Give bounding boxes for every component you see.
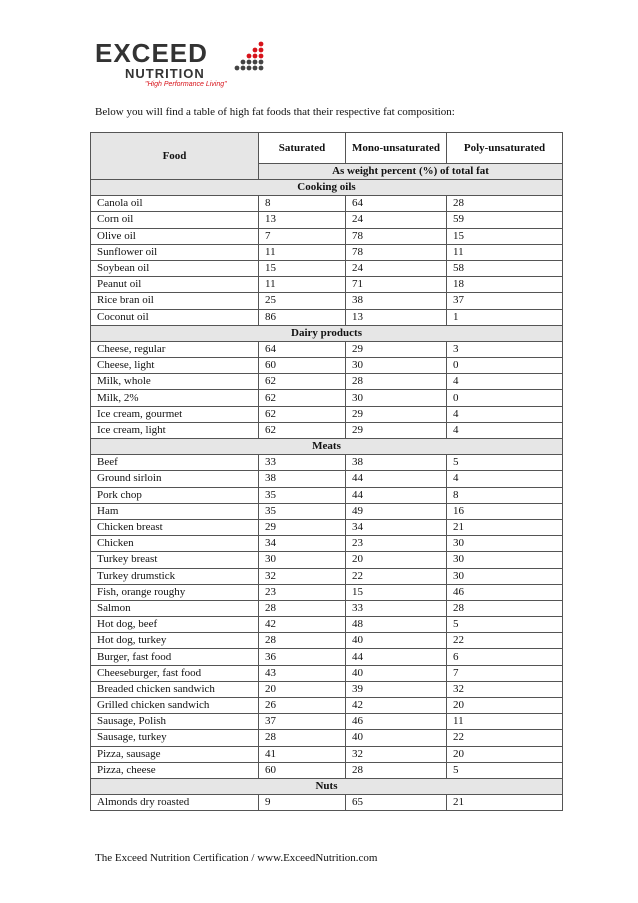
exceed-nutrition-logo bbox=[95, 38, 275, 94]
poly-cell: 32 bbox=[447, 681, 563, 697]
poly-cell: 5 bbox=[447, 617, 563, 633]
table-row bbox=[91, 503, 563, 519]
saturated-cell: 26 bbox=[259, 698, 346, 714]
saturated-cell: 7 bbox=[259, 228, 346, 244]
poly-cell: 6 bbox=[447, 649, 563, 665]
saturated-cell: 28 bbox=[259, 600, 346, 616]
poly-cell: 18 bbox=[447, 277, 563, 293]
saturated-cell: 30 bbox=[259, 552, 346, 568]
mono-cell: 29 bbox=[346, 422, 447, 438]
food-cell: Sausage, Polish bbox=[91, 714, 259, 730]
mono-cell: 29 bbox=[346, 406, 447, 422]
poly-cell: 4 bbox=[447, 471, 563, 487]
section-title: Meats bbox=[91, 439, 563, 455]
poly-cell: 3 bbox=[447, 341, 563, 357]
table-row bbox=[91, 633, 563, 649]
poly-cell: 4 bbox=[447, 406, 563, 422]
mono-cell: 40 bbox=[346, 633, 447, 649]
mono-cell: 44 bbox=[346, 471, 447, 487]
table-row bbox=[91, 487, 563, 503]
mono-cell: 30 bbox=[346, 358, 447, 374]
table-row bbox=[91, 196, 563, 212]
food-cell: Ham bbox=[91, 503, 259, 519]
table-row bbox=[91, 746, 563, 762]
poly-cell: 16 bbox=[447, 503, 563, 519]
poly-cell: 20 bbox=[447, 746, 563, 762]
poly-cell: 28 bbox=[447, 600, 563, 616]
poly-cell: 21 bbox=[447, 795, 563, 811]
fat-composition-table bbox=[90, 132, 563, 811]
food-cell: Hot dog, turkey bbox=[91, 633, 259, 649]
logo-dots-icon bbox=[231, 40, 267, 76]
saturated-cell: 25 bbox=[259, 293, 346, 309]
food-cell: Chicken breast bbox=[91, 519, 259, 535]
mono-cell: 23 bbox=[346, 536, 447, 552]
saturated-cell: 28 bbox=[259, 633, 346, 649]
food-cell: Salmon bbox=[91, 600, 259, 616]
food-cell: Turkey breast bbox=[91, 552, 259, 568]
mono-cell: 15 bbox=[346, 584, 447, 600]
mono-cell: 71 bbox=[346, 277, 447, 293]
saturated-cell: 62 bbox=[259, 390, 346, 406]
mono-cell: 64 bbox=[346, 196, 447, 212]
saturated-cell: 41 bbox=[259, 746, 346, 762]
section-header-row bbox=[91, 180, 563, 196]
food-cell: Grilled chicken sandwich bbox=[91, 698, 259, 714]
saturated-cell: 62 bbox=[259, 406, 346, 422]
food-cell: Cheese, regular bbox=[91, 341, 259, 357]
mono-cell: 46 bbox=[346, 714, 447, 730]
table-row bbox=[91, 244, 563, 260]
logo-brand-line2: NUTRITION bbox=[125, 66, 205, 81]
food-cell: Hot dog, beef bbox=[91, 617, 259, 633]
saturated-cell: 20 bbox=[259, 681, 346, 697]
table-row bbox=[91, 277, 563, 293]
saturated-cell: 29 bbox=[259, 519, 346, 535]
saturated-cell: 62 bbox=[259, 374, 346, 390]
table-row bbox=[91, 293, 563, 309]
saturated-cell: 13 bbox=[259, 212, 346, 228]
table-row bbox=[91, 714, 563, 730]
food-cell: Chicken bbox=[91, 536, 259, 552]
mono-cell: 24 bbox=[346, 260, 447, 276]
mono-cell: 48 bbox=[346, 617, 447, 633]
table-row bbox=[91, 536, 563, 552]
mono-cell: 44 bbox=[346, 487, 447, 503]
poly-cell: 0 bbox=[447, 390, 563, 406]
header-saturated: Saturated bbox=[259, 133, 346, 164]
table-row bbox=[91, 260, 563, 276]
poly-cell: 22 bbox=[447, 730, 563, 746]
food-cell: Milk, whole bbox=[91, 374, 259, 390]
header-food: Food bbox=[91, 133, 259, 180]
mono-cell: 32 bbox=[346, 746, 447, 762]
mono-cell: 42 bbox=[346, 698, 447, 714]
table-row bbox=[91, 762, 563, 778]
food-cell: Milk, 2% bbox=[91, 390, 259, 406]
poly-cell: 22 bbox=[447, 633, 563, 649]
mono-cell: 39 bbox=[346, 681, 447, 697]
table-row bbox=[91, 552, 563, 568]
food-cell: Canola oil bbox=[91, 196, 259, 212]
poly-cell: 30 bbox=[447, 568, 563, 584]
saturated-cell: 86 bbox=[259, 309, 346, 325]
saturated-cell: 32 bbox=[259, 568, 346, 584]
food-cell: Ice cream, light bbox=[91, 422, 259, 438]
saturated-cell: 9 bbox=[259, 795, 346, 811]
saturated-cell: 15 bbox=[259, 260, 346, 276]
food-cell: Ground sirloin bbox=[91, 471, 259, 487]
saturated-cell: 28 bbox=[259, 730, 346, 746]
saturated-cell: 37 bbox=[259, 714, 346, 730]
table-row bbox=[91, 374, 563, 390]
header-poly: Poly-unsaturated bbox=[447, 133, 563, 164]
table-row bbox=[91, 422, 563, 438]
saturated-cell: 34 bbox=[259, 536, 346, 552]
table-row bbox=[91, 584, 563, 600]
food-cell: Pizza, sausage bbox=[91, 746, 259, 762]
table-row bbox=[91, 600, 563, 616]
mono-cell: 44 bbox=[346, 649, 447, 665]
poly-cell: 46 bbox=[447, 584, 563, 600]
poly-cell: 5 bbox=[447, 455, 563, 471]
logo-brand-line1: EXCEED bbox=[95, 38, 208, 68]
mono-cell: 38 bbox=[346, 293, 447, 309]
table-row bbox=[91, 228, 563, 244]
mono-cell: 40 bbox=[346, 730, 447, 746]
section-header-row bbox=[91, 325, 563, 341]
food-cell: Pizza, cheese bbox=[91, 762, 259, 778]
saturated-cell: 60 bbox=[259, 762, 346, 778]
table-row bbox=[91, 309, 563, 325]
table-row bbox=[91, 617, 563, 633]
poly-cell: 30 bbox=[447, 552, 563, 568]
food-cell: Burger, fast food bbox=[91, 649, 259, 665]
poly-cell: 4 bbox=[447, 374, 563, 390]
saturated-cell: 43 bbox=[259, 665, 346, 681]
saturated-cell: 38 bbox=[259, 471, 346, 487]
table-row bbox=[91, 471, 563, 487]
table-row bbox=[91, 519, 563, 535]
table-row bbox=[91, 698, 563, 714]
table-row bbox=[91, 649, 563, 665]
poly-cell: 11 bbox=[447, 714, 563, 730]
saturated-cell: 35 bbox=[259, 503, 346, 519]
poly-cell: 21 bbox=[447, 519, 563, 535]
poly-cell: 58 bbox=[447, 260, 563, 276]
poly-cell: 0 bbox=[447, 358, 563, 374]
mono-cell: 22 bbox=[346, 568, 447, 584]
section-header-row bbox=[91, 439, 563, 455]
mono-cell: 13 bbox=[346, 309, 447, 325]
food-cell: Fish, orange roughy bbox=[91, 584, 259, 600]
logo-tagline: "High Performance Living" bbox=[145, 81, 227, 88]
poly-cell: 30 bbox=[447, 536, 563, 552]
section-title: Nuts bbox=[91, 778, 563, 794]
poly-cell: 15 bbox=[447, 228, 563, 244]
food-cell: Pork chop bbox=[91, 487, 259, 503]
food-cell: Soybean oil bbox=[91, 260, 259, 276]
poly-cell: 37 bbox=[447, 293, 563, 309]
intro-text: Below you will find a table of high fat foods that their respective fat composition: bbox=[95, 106, 455, 118]
saturated-cell: 35 bbox=[259, 487, 346, 503]
food-cell: Olive oil bbox=[91, 228, 259, 244]
saturated-cell: 23 bbox=[259, 584, 346, 600]
table-row bbox=[91, 406, 563, 422]
table-row bbox=[91, 730, 563, 746]
mono-cell: 24 bbox=[346, 212, 447, 228]
mono-cell: 29 bbox=[346, 341, 447, 357]
table-row bbox=[91, 212, 563, 228]
mono-cell: 78 bbox=[346, 244, 447, 260]
poly-cell: 8 bbox=[447, 487, 563, 503]
food-cell: Breaded chicken sandwich bbox=[91, 681, 259, 697]
table-row bbox=[91, 681, 563, 697]
food-cell: Coconut oil bbox=[91, 309, 259, 325]
section-title: Cooking oils bbox=[91, 180, 563, 196]
mono-cell: 40 bbox=[346, 665, 447, 681]
poly-cell: 59 bbox=[447, 212, 563, 228]
table-row bbox=[91, 358, 563, 374]
mono-cell: 33 bbox=[346, 600, 447, 616]
mono-cell: 38 bbox=[346, 455, 447, 471]
food-cell: Cheeseburger, fast food bbox=[91, 665, 259, 681]
poly-cell: 20 bbox=[447, 698, 563, 714]
poly-cell: 5 bbox=[447, 762, 563, 778]
header-units: As weight percent (%) of total fat bbox=[259, 164, 563, 180]
footer-text: The Exceed Nutrition Certification / www.ExceedNutrition.com bbox=[95, 852, 378, 864]
table-row bbox=[91, 568, 563, 584]
poly-cell: 1 bbox=[447, 309, 563, 325]
table-row bbox=[91, 455, 563, 471]
poly-cell: 11 bbox=[447, 244, 563, 260]
mono-cell: 34 bbox=[346, 519, 447, 535]
food-cell: Rice bran oil bbox=[91, 293, 259, 309]
mono-cell: 65 bbox=[346, 795, 447, 811]
section-title: Dairy products bbox=[91, 325, 563, 341]
saturated-cell: 11 bbox=[259, 277, 346, 293]
mono-cell: 20 bbox=[346, 552, 447, 568]
table-row bbox=[91, 341, 563, 357]
poly-cell: 28 bbox=[447, 196, 563, 212]
saturated-cell: 8 bbox=[259, 196, 346, 212]
food-cell: Sausage, turkey bbox=[91, 730, 259, 746]
food-cell: Peanut oil bbox=[91, 277, 259, 293]
food-cell: Corn oil bbox=[91, 212, 259, 228]
saturated-cell: 42 bbox=[259, 617, 346, 633]
poly-cell: 4 bbox=[447, 422, 563, 438]
saturated-cell: 33 bbox=[259, 455, 346, 471]
mono-cell: 30 bbox=[346, 390, 447, 406]
mono-cell: 28 bbox=[346, 762, 447, 778]
section-header-row bbox=[91, 778, 563, 794]
table-row bbox=[91, 390, 563, 406]
poly-cell: 7 bbox=[447, 665, 563, 681]
header-mono: Mono-unsaturated bbox=[346, 133, 447, 164]
food-cell: Sunflower oil bbox=[91, 244, 259, 260]
food-cell: Almonds dry roasted bbox=[91, 795, 259, 811]
food-cell: Beef bbox=[91, 455, 259, 471]
mono-cell: 78 bbox=[346, 228, 447, 244]
food-cell: Ice cream, gourmet bbox=[91, 406, 259, 422]
mono-cell: 28 bbox=[346, 374, 447, 390]
saturated-cell: 62 bbox=[259, 422, 346, 438]
saturated-cell: 11 bbox=[259, 244, 346, 260]
food-cell: Cheese, light bbox=[91, 358, 259, 374]
saturated-cell: 60 bbox=[259, 358, 346, 374]
table-body bbox=[91, 180, 563, 811]
food-cell: Turkey drumstick bbox=[91, 568, 259, 584]
mono-cell: 49 bbox=[346, 503, 447, 519]
saturated-cell: 64 bbox=[259, 341, 346, 357]
saturated-cell: 36 bbox=[259, 649, 346, 665]
table-row bbox=[91, 795, 563, 811]
table-row bbox=[91, 665, 563, 681]
